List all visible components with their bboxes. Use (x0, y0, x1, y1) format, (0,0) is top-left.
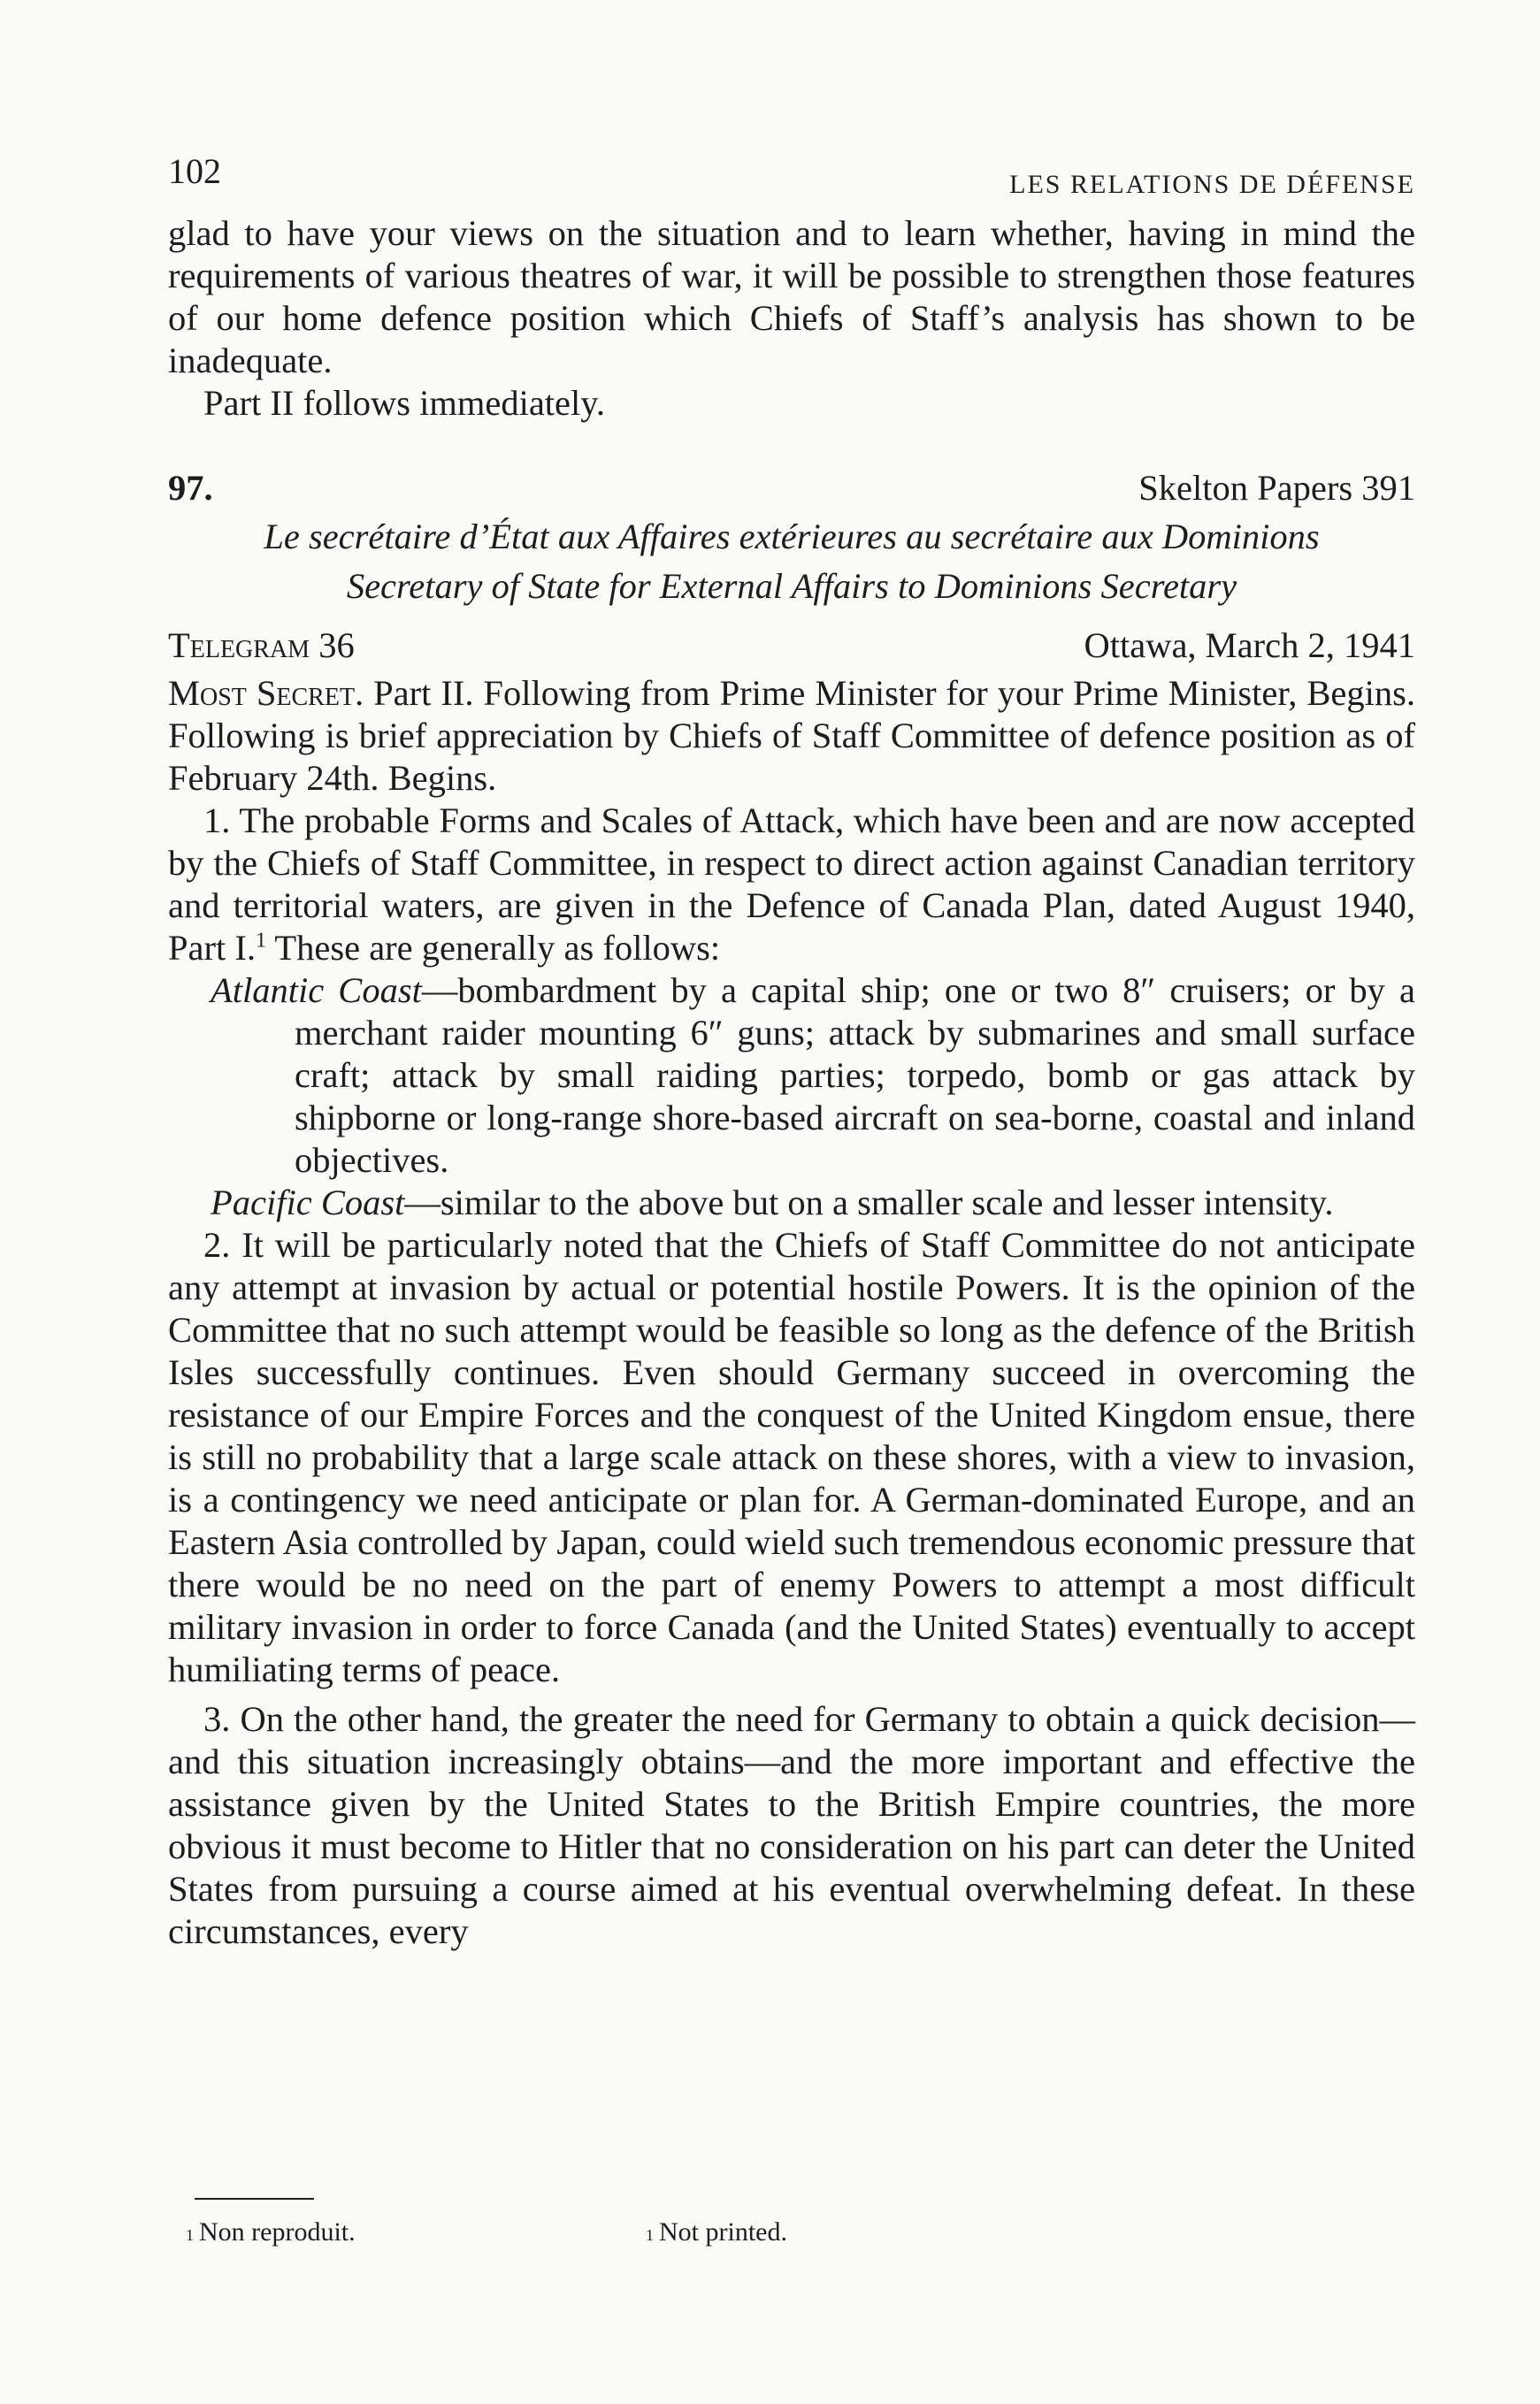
pacific-coast-label: Pacific Coast (211, 1183, 405, 1222)
intro-text: Part II. Following from Prime Minister for your Prime Minister, Begins. Following is brief appreciation by Chiefs of Staff Committee of defence position as of February 24th. Begins. (168, 673, 1415, 798)
pacific-coast-item (168, 1182, 1415, 1224)
footnote-row (168, 2217, 1053, 2247)
paragraph-1-end: These are generally as follows: (265, 928, 721, 968)
footnotes (168, 2198, 1053, 2247)
pacific-coast-text: —similar to the above but on a smaller scale and lesser intensity. (404, 1183, 1334, 1222)
page (168, 150, 1415, 1953)
footnote-ref: 1 (255, 929, 266, 953)
footnote-french: 1 Non reproduit. (186, 2217, 356, 2247)
telegram-number: Telegram 36 (168, 625, 355, 665)
paragraph-1-text: 1. The probable Forms and Scales of Attack, which have been and are now accepted by the Chiefs of Staff Committee, in respect to direct action against Canadian territory and territorial waters, are given in the Defence of Canada Plan, dated August 1940, Part I. (168, 800, 1415, 968)
paragraph-3: 3. On the other hand, the greater the need for Germany to obtain a quick decision—and this situation increasingly obtains—and the more important and effective the assistance given by the United States to the British Empire countries, the more obvious it must become to Hitler that no consideration on his part can deter the United States from pursuing a course aimed at his eventual overwhelming defeat. In these circumstances, every (168, 1699, 1415, 1951)
page-header (168, 150, 1415, 212)
paragraph-2: 2. It will be particularly noted that the Chiefs of Staff Committee do not anticipate any attempt at invasion by actual or potential hostile Powers. It is the opinion of the Committee that no such attempt would be feasible so long as the defence of the British Isles successfully continues. Even should Germany succeed in overcoming the resistance of our Empire Forces and the conquest of the United Kingdom ensue, there is still no probability that a large scale attack on these shores, with a view to invasion, is a contingency we need anticipate or plan for. A German-dominated Europe, and an Eastern Asia controlled by Japan, could wield such tremendous economic pressure that there would be no need on the part of enemy Powers to attempt a most difficult military invasion in order to force Canada (and the United States) eventually to accept humiliating terms of peace. (168, 1225, 1415, 1689)
continuation-paragraph: glad to have your views on the situation and to learn whether, having in mind the requirements of various theatres of war, it will be possible to strengthen those features of our home defence position which Chiefs of Staff’s analysis has shown to be inadequate. (168, 213, 1415, 380)
footnote-english: 1 Not printed. (646, 2217, 787, 2247)
atlantic-coast-text: —bombardment by a capital ship; one or two 8″ cruisers; or by a merchant raider mounting 6″ guns; attack by submarines and small surface craft; attack by small raiding parties; torpedo, bomb or gas attack by shipborne or long-range shore-based aircraft on sea-borne, coastal and inland objectives. (295, 970, 1415, 1180)
document-title-english: Secretary of State for External Affairs to Dominions Secretary (346, 566, 1237, 606)
document-heading (168, 467, 1415, 509)
place-and-date: Ottawa, March 2, 1941 (1084, 625, 1415, 665)
classification: Most Secret. (168, 673, 364, 713)
part-two-follows: Part II follows immediately. (203, 383, 606, 423)
footnote-english-text: Not printed. (659, 2217, 787, 2247)
atlantic-coast-item (168, 969, 1415, 1182)
footnote-french-text: Non reproduit. (199, 2217, 356, 2247)
telegram-line (168, 624, 1415, 667)
page-number: 102 (168, 151, 221, 191)
document-number: 97. (168, 468, 213, 508)
document-title-french: Le secrétaire d’État aux Affaires extérieures au secrétaire aux Dominions (264, 517, 1320, 556)
previous-document-continuation (168, 212, 1415, 425)
running-head: LES RELATIONS DE DÉFENSE (1009, 170, 1415, 199)
paragraph-1 (168, 800, 1415, 969)
atlantic-coast-label: Atlantic Coast (211, 970, 422, 1010)
document-body (168, 672, 1415, 1953)
document-source: Skelton Papers 391 (1138, 468, 1415, 508)
intro-paragraph (168, 672, 1415, 800)
footnote-rule (195, 2198, 314, 2200)
